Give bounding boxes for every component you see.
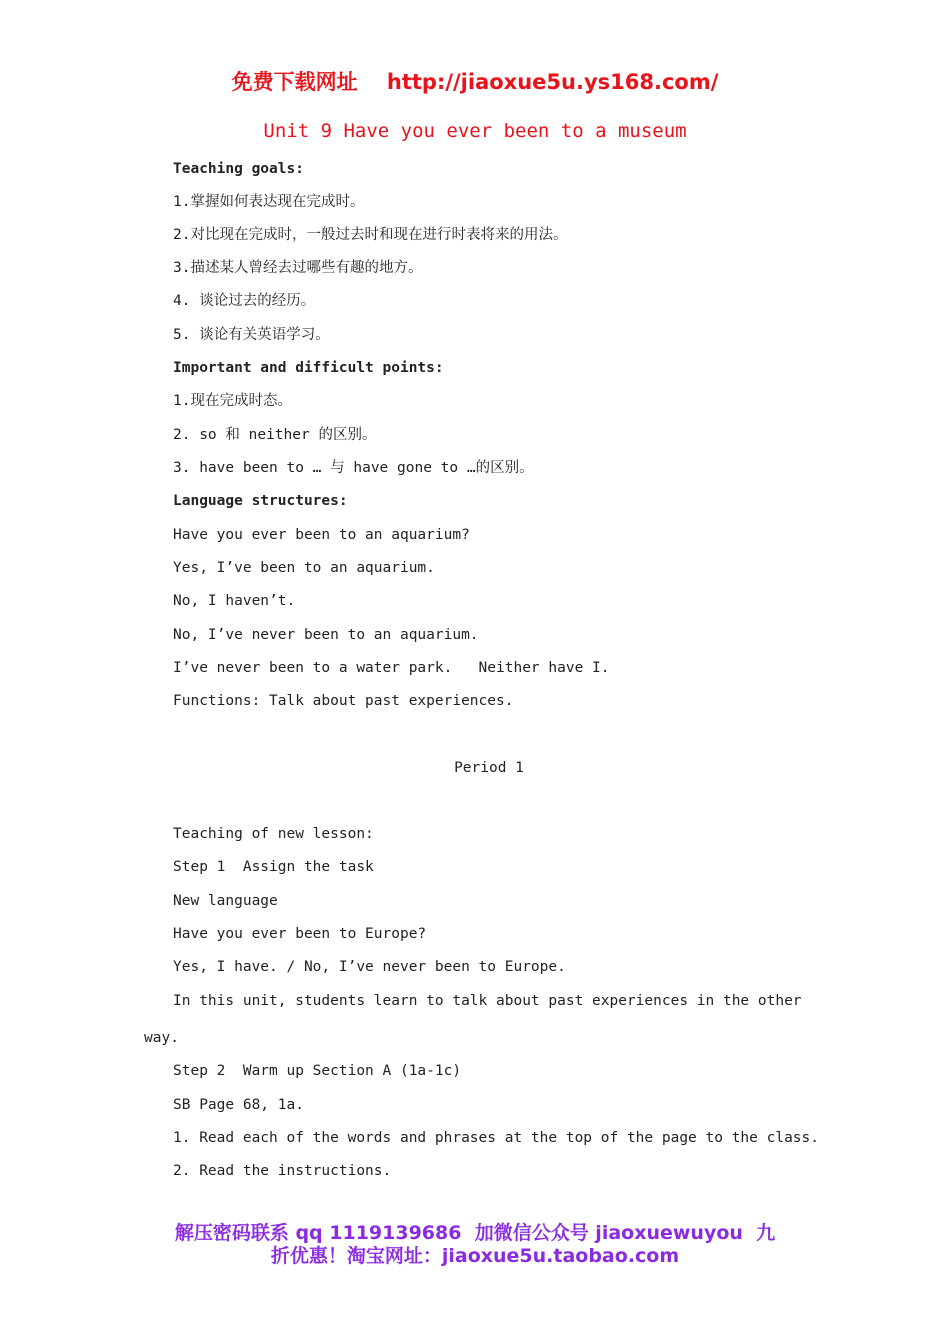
lesson-line: New language bbox=[173, 893, 278, 909]
goal-item: 2.对比现在完成时，一般过去时和现在进行时表将来的用法。 bbox=[173, 227, 568, 243]
point-item: 1.现在完成时态。 bbox=[173, 393, 292, 409]
goal-item: 5. 谈论有关英语学习。 bbox=[173, 327, 330, 343]
teaching-goals-heading: Teaching goals: bbox=[173, 161, 304, 177]
site-label: 免费下载网址 bbox=[231, 70, 358, 94]
structure-item: No, I haven’t. bbox=[173, 593, 296, 609]
lesson-line: SB Page 68, 1a. bbox=[173, 1097, 304, 1113]
structure-item: Functions: Talk about past experiences. bbox=[173, 693, 514, 709]
lesson-line: 1. Read each of the words and phrases at the top of the page to the class. bbox=[173, 1130, 820, 1146]
structures-heading: Language structures: bbox=[173, 493, 348, 509]
lesson-line: Yes, I have. / No, I’ve never been to Europe. bbox=[173, 959, 566, 975]
site-url-link[interactable]: http://jiaoxue5u.ys168.com/ bbox=[386, 70, 719, 94]
structure-item: Yes, I’ve been to an aquarium. bbox=[173, 560, 435, 576]
goal-item: 3.描述某人曾经去过哪些有趣的地方。 bbox=[173, 260, 423, 276]
lesson-line: 2. Read the instructions. bbox=[173, 1163, 392, 1179]
structure-item: I’ve never been to a water park. Neither have I. bbox=[173, 660, 610, 676]
period-heading: Period 1 bbox=[454, 760, 524, 776]
structure-item: No, I’ve never been to an aquarium. bbox=[173, 627, 479, 643]
header-banner bbox=[0, 66, 950, 96]
point-item: 2. so 和 neither 的区别。 bbox=[173, 427, 377, 443]
document-title: Unit 9 Have you ever been to a museum bbox=[263, 120, 687, 142]
lesson-line: way. bbox=[144, 1030, 179, 1046]
lesson-line: Step 1 Assign the task bbox=[173, 859, 374, 875]
goal-item: 1.掌握如何表达现在完成时。 bbox=[173, 194, 365, 210]
points-heading: Important and difficult points: bbox=[173, 360, 444, 376]
point-item: 3. have been to … 与 have gone to …的区别。 bbox=[173, 460, 534, 476]
footer-line-2: 折优惠！淘宝网址：jiaoxue5u.taobao.com bbox=[270, 1245, 680, 1267]
lesson-line: Teaching of new lesson: bbox=[173, 826, 374, 842]
lesson-line: Have you ever been to Europe? bbox=[173, 926, 427, 942]
structure-item: Have you ever been to an aquarium? bbox=[173, 527, 470, 543]
goal-item: 4. 谈论过去的经历。 bbox=[173, 293, 316, 309]
lesson-line: In this unit, students learn to talk about past experiences in the other bbox=[173, 993, 802, 1009]
lesson-line: Step 2 Warm up Section A (1a-1c) bbox=[173, 1063, 462, 1079]
footer-line-1: 解压密码联系 qq 1119139686 加微信公众号 jiaoxuewuyou 九 bbox=[174, 1222, 776, 1244]
